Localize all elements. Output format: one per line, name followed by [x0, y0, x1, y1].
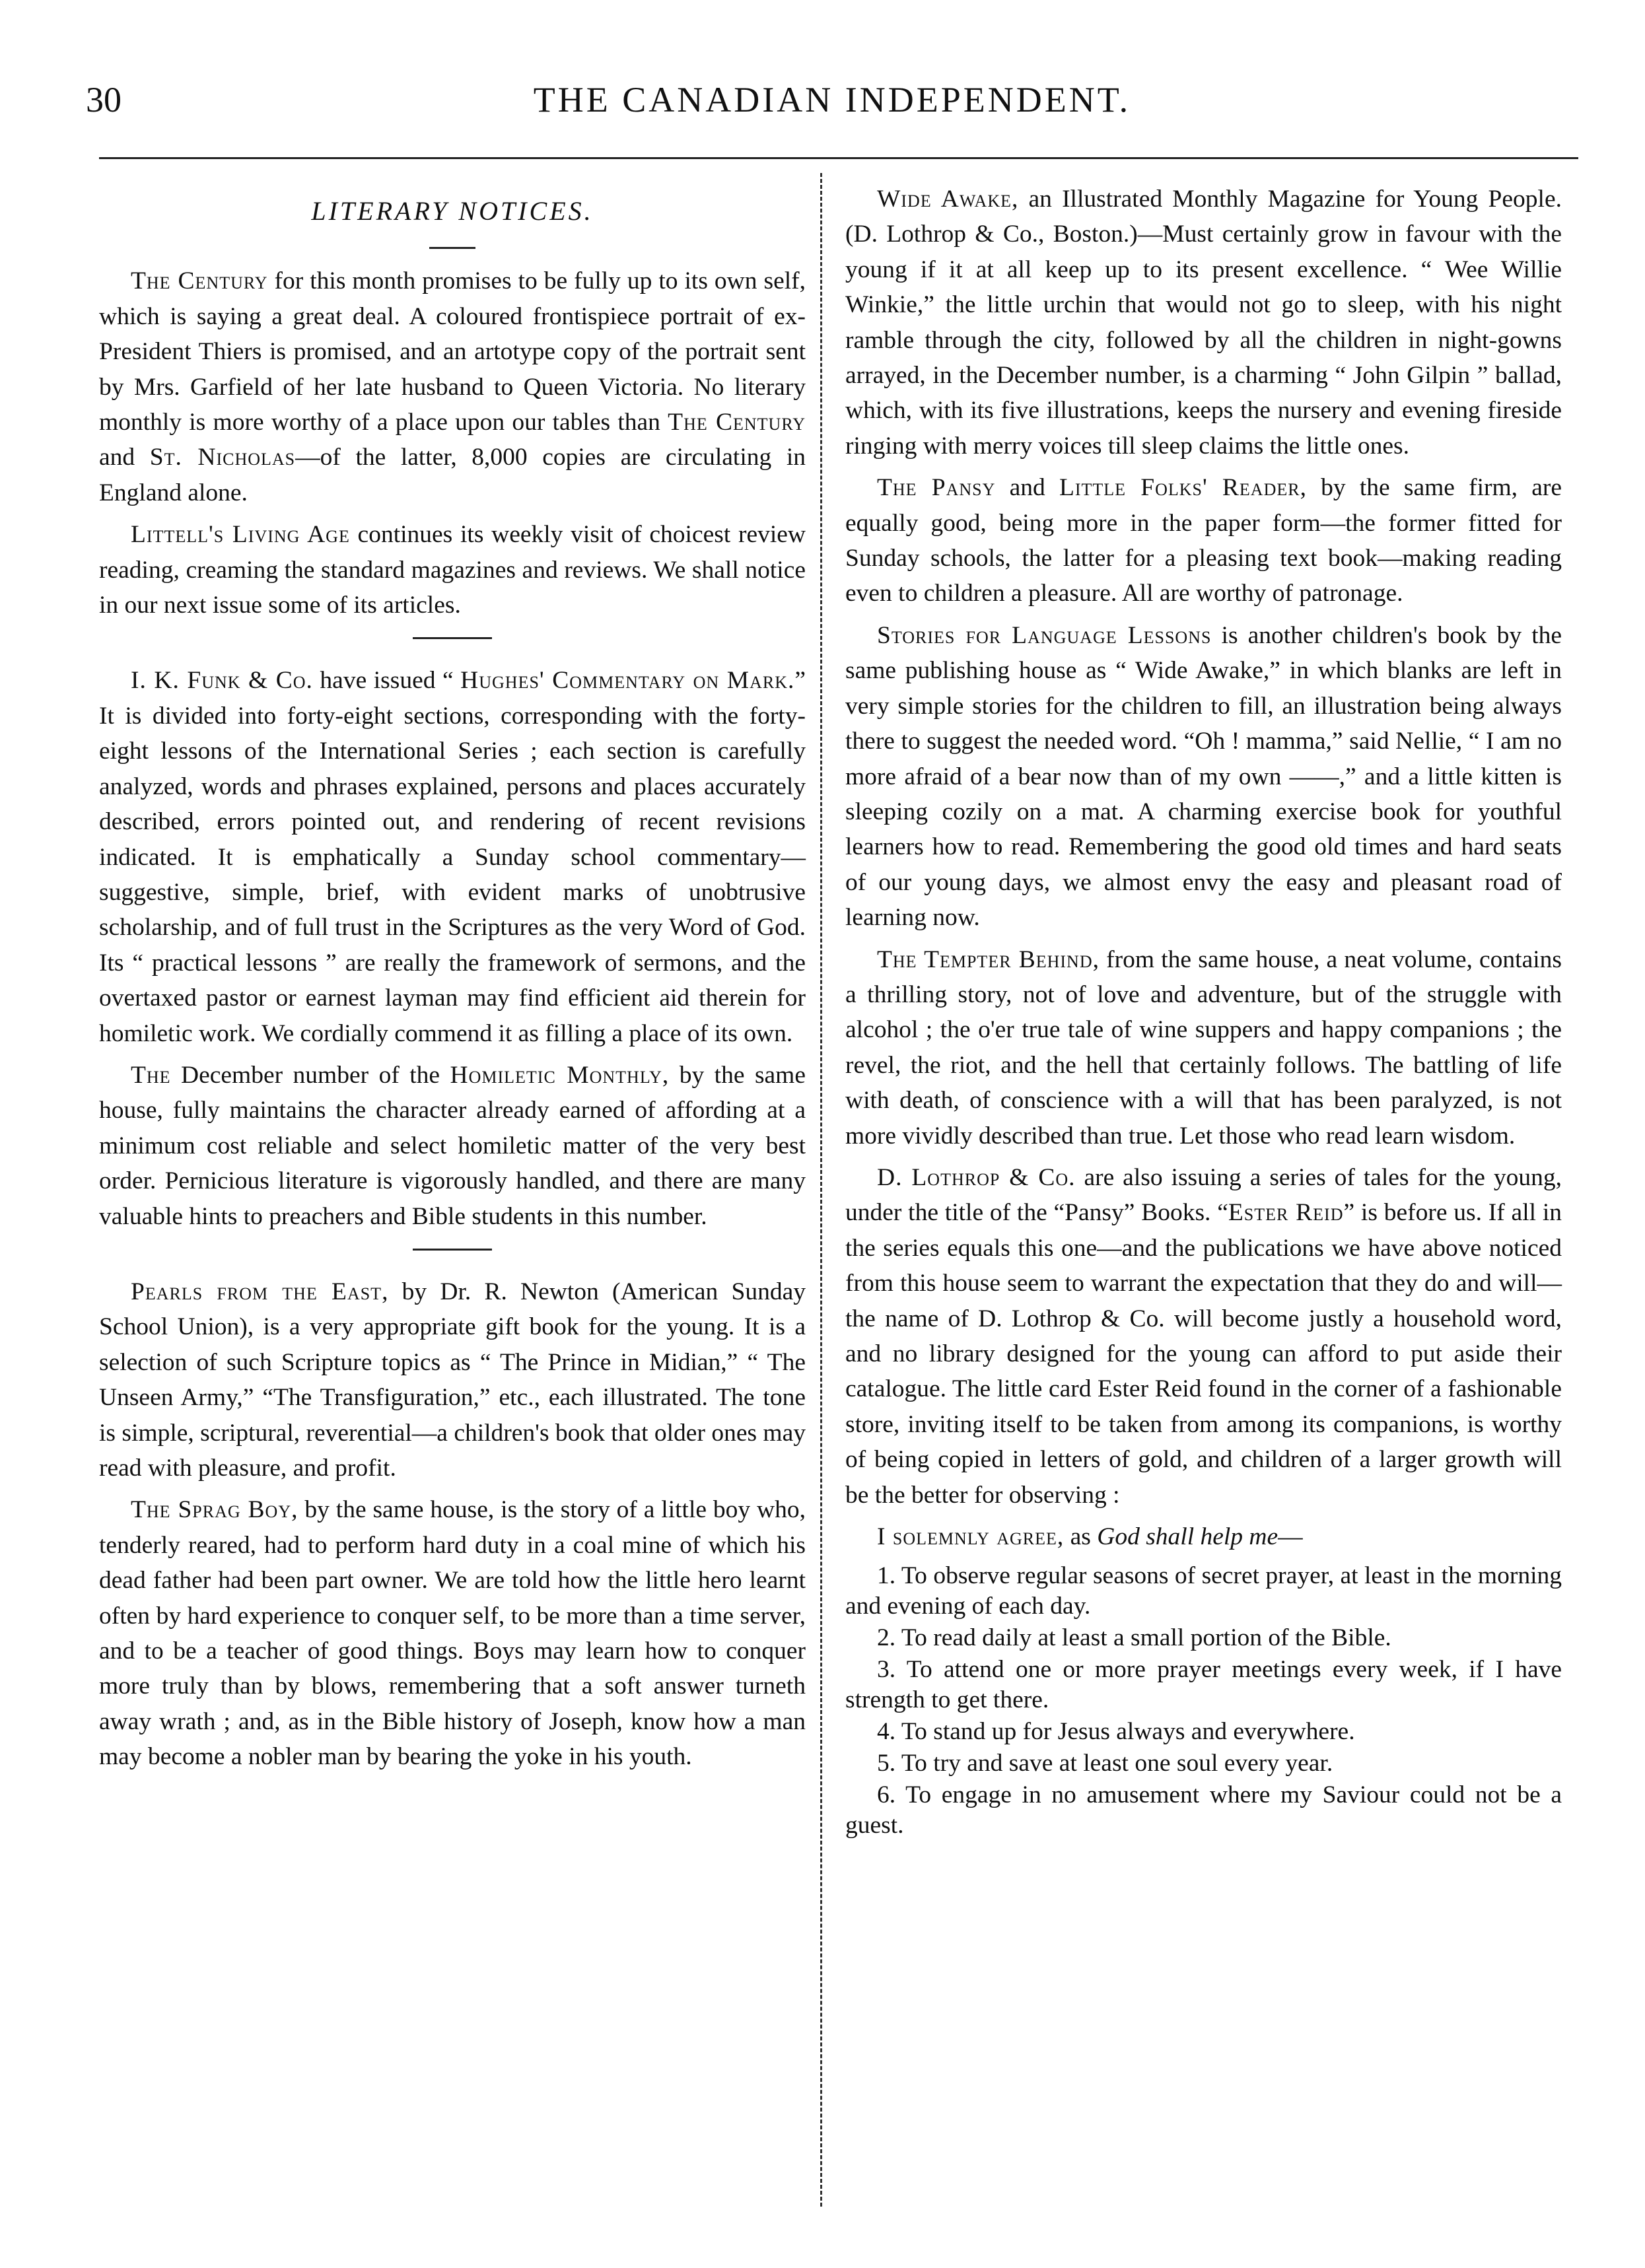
lothrop-notice: D. Lothrop & Co. are also issuing a series of tales for the young, under the title of the “Pansy” Books. “Ester Reid” is before us. If all in the series equals this one—and the publications we have above noticed from this house seem to warrant the expectation that they do and will—the name of D. Lothrop & Co. will become justly a household word, and no library designed for the young can afford to put aside their catalogue. The little card Ester Reid found in the corner of a fashionable store, inviting itself to be taken from among its companions, is worthy of being copied in letters of gold, and children of a larger growth will be the better for observing :: [845, 1163, 1562, 1509]
sprag-title: The Sprag Boy,: [131, 1496, 298, 1524]
pledge-list: [845, 1561, 1562, 1841]
column-divider: [820, 173, 822, 2207]
section-heading: LITERARY NOTICES.: [311, 196, 594, 226]
pansy-title: The Pansy: [877, 474, 996, 502]
pearls-notice: Pearls from the East, by Dr. R. Newton (American Sunday School Union), is a very appropriate gift book for the young. It is a selection of such Scripture topics as “ The Prince in Midian,” “ The Unseen Army,” “The Transfiguration,” etc., each illustrated. The tone is simple, scriptural, reverential—a children's book that older ones may read with pleasure, and profit.: [99, 1278, 806, 1482]
funk-notice: I. K. Funk & Co. have issued “ Hughes' Commentary on Mark.” It is divided into forty-eight sections, corresponding with the forty-eight lessons of the International Series ; each section is carefully analyzed, words and phrases explained, persons and places accurately described, errors pointed out, and rendering of recent revisions indicated. It is emphatically a Sunday school commentary—suggestive, simple, brief, with evident marks of unobtrusive scholarship, and of full trust in the Scriptures as the very Word of God. Its “ practical lessons ” are really the framework of sermons, and the overtaxed pastor or earnest layman may find efficient aid therein for homiletic work. We cordially commend it as filling a place of its own.: [99, 667, 806, 1047]
stories-title: Stories for Language Lessons: [877, 621, 1212, 649]
pearls-title: Pearls from the East,: [131, 1278, 389, 1305]
right-column: [845, 182, 1562, 1842]
century-title: The Century: [131, 267, 268, 295]
littell-notice: Littell's Living Age continues its weekly visit of choicest review reading, creaming the standard magazines and reviews. We shall notice in our next issue some of its articles.: [99, 521, 806, 619]
pledge-heading: I solemnly agree, as God shall help me—: [877, 1523, 1303, 1551]
wide-awake-notice: Wide Awake, an Illustrated Monthly Magazine for Young People. (D. Lothrop & Co., Boston.)—Must certainly grow in favour with the young if it at all keep up to its present excellence. “ Wee Willie Winkie,” the little urchin that would not go to sleep, with his night ramble through the city, followed by all the children in night-gowns arrayed, in the December number, is a charming “ John Gilpin ” ballad, which, with its five illustrations, keeps the nursery and evening fireside ringing with merry voices till sleep claims the little ones.: [845, 186, 1562, 460]
funk-title: I. K. Funk & Co.: [131, 667, 313, 695]
lothrop-title: D. Lothrop & Co.: [877, 1163, 1076, 1191]
heading-rule: [429, 247, 475, 249]
left-column: [99, 182, 806, 1781]
homiletic-title: Homiletic Monthly,: [450, 1061, 670, 1089]
pledge-item: 1. To observe regular seasons of secret prayer, at least in the morning and evening of each day.: [845, 1562, 1562, 1620]
header-rule: [99, 157, 1578, 159]
separator-rule: [413, 637, 492, 639]
pledge-item: 3. To attend one or more prayer meetings every week, if I have strength to get there.: [845, 1656, 1562, 1714]
stories-notice: Stories for Language Lessons is another children's book by the same publishing house as “ Wide Awake,” in which blanks are left in very simple stories for the children to fill, an illustration being always there to suggest the needed word. “Oh ! mamma,” said Nellie, “ I am no more afraid of a bear now than of my own ——,” and a little kitten is sleeping cozily on a mat. A charming exercise book for youthful learners how to read. Remembering the good old times and hard seats of our young days, we almost envy the easy and pleasant road of learning now.: [845, 621, 1562, 932]
pledge-item: 5. To try and save at least one soul every year.: [877, 1750, 1333, 1777]
homiletic-notice: The December number of the Homiletic Monthly, by the same house, fully maintains the character already earned of affording at a minimum cost reliable and select homiletic matter of the very best order. Pernicious literature is vigorously handled, and there are many valuable hints to preachers and Bible students in this number.: [99, 1061, 806, 1230]
pledge-item: 4. To stand up for Jesus always and everywhere.: [877, 1718, 1355, 1746]
century-notice: The Century for this month promises to be fully up to its own self, which is saying a great deal. A coloured frontispiece portrait of ex-President Thiers is promised, and an artotype copy of the portrait sent by Mrs. Garfield of her late husband to Queen Victoria. No literary monthly is more worthy of a place upon our tables than The Century and St. Nicholas—of the latter, 8,000 copies are circulating in England alone.: [99, 267, 806, 506]
sprag-notice: The Sprag Boy, by the same house, is the story of a little boy who, tenderly reared, had to perform hard duty in a coal mine of which his dead father had been part owner. We are told how the little hero learnt often by hard experience to conquer self, to be more than a time server, and to be a teacher of good things. Boys may learn how to conquer more truly than by blows, remembering that a soft answer turneth away wrath ; and, as in the Bible history of Joseph, know how a man may become a nobler man by bearing the yoke in his youth.: [99, 1496, 806, 1771]
page-header: [86, 79, 1578, 139]
pansy-notice: The Pansy and Little Folks' Reader, by the same firm, are equally good, being more in the paper form—the former fitted for Sunday schools, the latter for a pleasing text book—making reading even to children a pleasure. All are worthy of patronage.: [845, 474, 1562, 607]
littell-title: Littell's Living Age: [131, 521, 350, 549]
wide-awake-title: Wide Awake,: [877, 186, 1019, 213]
tempter-title: The Tempter Behind,: [877, 945, 1100, 973]
tempter-notice: The Tempter Behind, from the same house, a neat volume, contains a thrilling story, not of love and adventure, but of the struggle with alcohol ; the o'er true tale of wine suppers and happy companions ; the revel, the riot, and the hell that certainly follows. The battling of life with death, of conscience with a will that has been paralyzed, is not more vividly described than true. Let those who read learn wisdom.: [845, 945, 1562, 1150]
pledge-item: 2. To read daily at least a small portion of the Bible.: [877, 1624, 1391, 1652]
pledge-item: 6. To engage in no amusement where my Saviour could not be a guest.: [845, 1781, 1562, 1839]
separator-rule: [413, 1249, 492, 1251]
publication-title: THE CANADIAN INDEPENDENT.: [533, 80, 1131, 120]
page-number: 30: [86, 80, 122, 120]
